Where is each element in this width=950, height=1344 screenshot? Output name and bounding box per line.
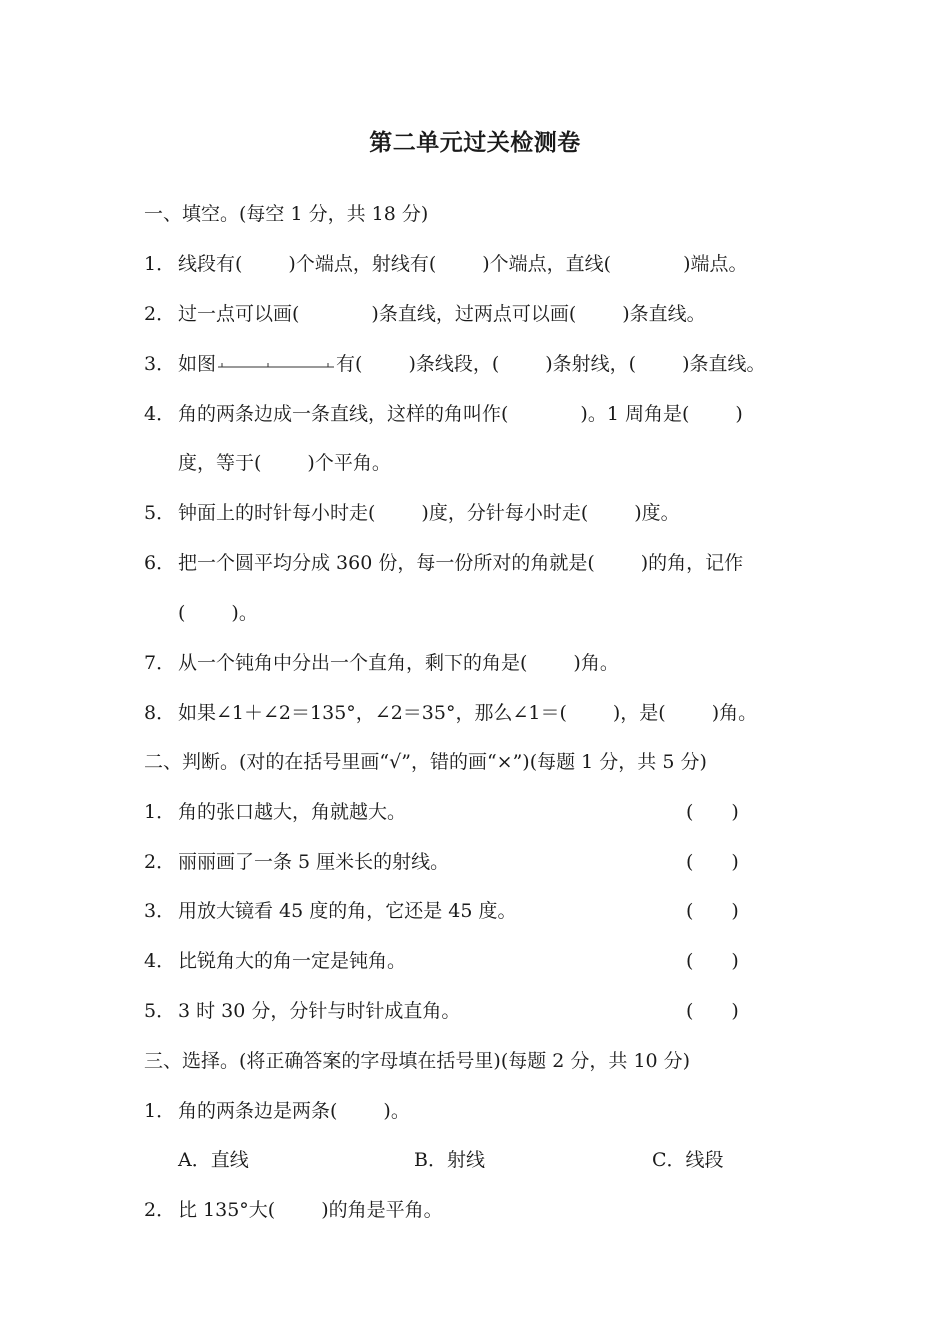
answer-parentheses[interactable]: ( ) [686,900,739,922]
question-number: 2． [144,303,176,325]
question-number: 3． [144,353,176,375]
answer-parentheses[interactable]: ( ) [686,1000,739,1022]
fill-question-5: 5． 钟面上的时针每小时走( )度，分针每小时走( )度。 [144,502,680,524]
choice-question-1: 1． 角的两条边是两条( )。 [144,1100,410,1122]
judge-question-1: 1． 角的张口越大，角就越大。 [144,801,407,823]
fill-question-4: 4． 角的两条边成一条直线，这样的角叫作( )。1 周角是( ) [144,403,743,425]
fill-question-4-continued: 度，等于( )个平角。 [178,452,391,474]
question-number: 7． [144,652,176,674]
choice-question-2: 2． 比 135°大( )的角是平角。 [144,1199,443,1221]
answer-parentheses[interactable]: ( ) [686,801,739,823]
fill-question-3: 3． 如图 有( )条线段，( )条射线，( )条直线。 [144,353,766,375]
page-title: 第二单元过关检测卷 [369,130,581,156]
answer-parentheses[interactable]: ( ) [686,851,739,873]
question-number: 2． [144,851,176,873]
fill-question-7: 7． 从一个钝角中分出一个直角，剩下的角是( )角。 [144,652,619,674]
question-number: 8． [144,702,176,724]
question-number: 6． [144,552,176,574]
question-number: 2． [144,1199,176,1221]
line-segment-figure [216,358,336,372]
judge-question-2: 2． 丽丽画了一条 5 厘米长的射线。 [144,851,450,873]
fill-question-6-continued: ( )。 [178,602,258,624]
judge-question-4: 4． 比锐角大的角一定是钝角。 [144,950,407,972]
fill-question-6: 6． 把一个圆平均分成 360 份，每一份所对的角就是( )的角，记作 [144,552,744,574]
judge-question-5: 5． 3 时 30 分，分针与时针成直角。 [144,1000,461,1022]
section2-heading: 二、判断。(对的在括号里画“√”，错的画“×”)(每题 1 分，共 5 分) [144,751,707,773]
fill-question-8: 8． 如果∠1＋∠2＝135°，∠2＝35°，那么∠1＝( )，是( )角。 [144,702,758,724]
fill-question-1: 1． 线段有( )个端点，射线有( )个端点，直线( )端点。 [144,253,748,275]
fill-question-2: 2． 过一点可以画( )条直线，过两点可以画( )条直线。 [144,303,706,325]
section1-heading: 一、填空。(每空 1 分，共 18 分) [144,203,429,225]
question-number: 1． [144,253,176,275]
section3-heading: 三、选择。(将正确答案的字母填在括号里)(每题 2 分，共 10 分) [144,1050,691,1072]
question-number: 3． [144,900,176,922]
choice-option-b[interactable]: B．射线 [414,1149,485,1171]
question-number: 4． [144,403,176,425]
question-number: 4． [144,950,176,972]
choice-option-c[interactable]: C．线段 [652,1149,724,1171]
question-number: 5． [144,502,176,524]
judge-question-3: 3． 用放大镜看 45 度的角，它还是 45 度。 [144,900,517,922]
answer-parentheses[interactable]: ( ) [686,950,739,972]
question-number: 1． [144,801,176,823]
question-number: 5． [144,1000,176,1022]
choice-option-a[interactable]: A．直线 [178,1149,249,1171]
question-number: 1． [144,1100,176,1122]
